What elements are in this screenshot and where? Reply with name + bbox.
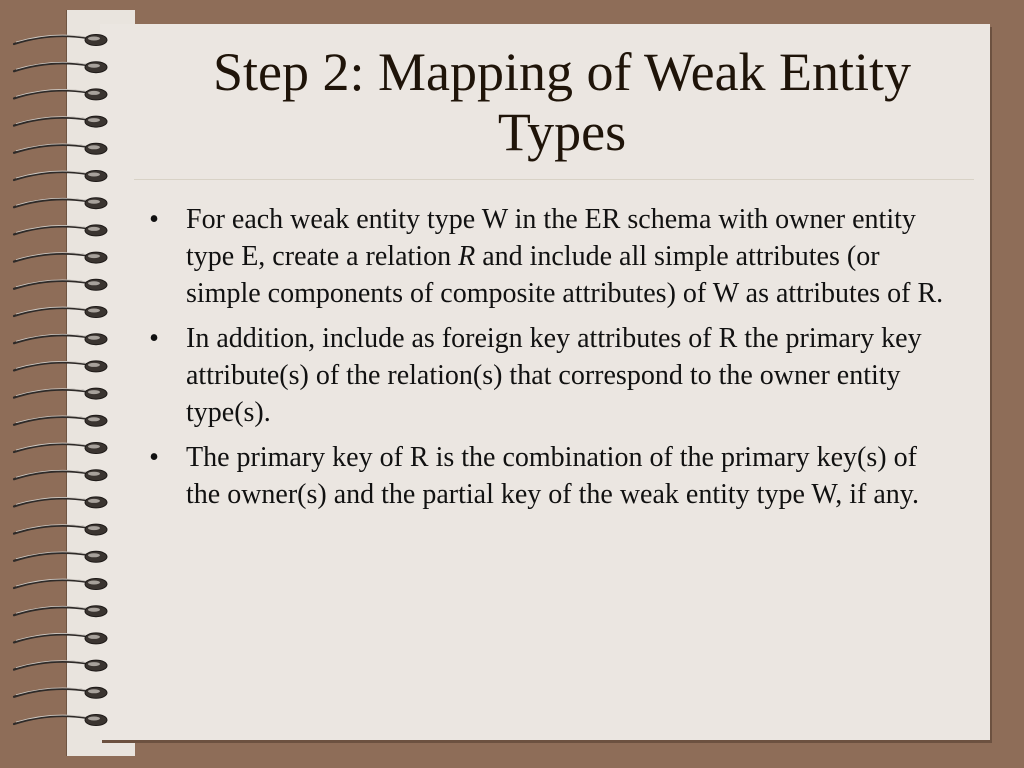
bullet-item-2: [144, 320, 954, 431]
spiral-ring-icon: [14, 415, 107, 426]
spiral-ring-icon: [14, 524, 107, 535]
bullet-2-text: In addition, include as foreign key attributes of R the primary key attribute(s) of the relation(s) that correspond to the owner entity type(s).: [186, 323, 922, 428]
bullet-item-3: [144, 439, 954, 513]
spiral-ring-icon: [14, 225, 107, 236]
title-line-2: Types: [497, 102, 627, 162]
spiral-ring-icon: [14, 279, 107, 290]
bullet-icon: •: [149, 442, 159, 473]
spiral-ring-icon: [14, 443, 107, 454]
spiral-ring-icon: [14, 470, 107, 481]
spiral-ring-icon: [14, 143, 107, 154]
bullet-3-text: The primary key of R is the combination of the primary key(s) of the owner(s) and the partial key of the weak entity type W, if any.: [186, 442, 919, 510]
spiral-ring-icon: [14, 551, 107, 562]
spiral-ring-icon: [14, 388, 107, 399]
bullet-list: [144, 201, 954, 521]
bullet-1-text-before: For each weak entity type W in the ER schema with owner entity type E, create a relation: [186, 204, 916, 272]
spiral-ring-icon: [14, 62, 107, 73]
spiral-ring-icon: [14, 307, 107, 318]
spiral-ring-icon: [14, 633, 107, 644]
spiral-ring-icon: [14, 35, 107, 46]
bullet-icon: •: [149, 323, 159, 354]
spiral-ring-icon: [14, 497, 107, 508]
bullet-1-text-after: and include all simple attributes (or simple components of composite attributes) of W as attributes of R.: [186, 241, 944, 309]
spiral-ring-icon: [14, 116, 107, 127]
spiral-ring-icon: [14, 660, 107, 671]
spiral-ring-icon: [14, 334, 107, 345]
bullet-icon: •: [149, 204, 159, 235]
bullet-1-italic-r: R: [458, 241, 476, 272]
bullet-item-1: [144, 201, 954, 312]
spiral-ring-icon: [14, 171, 107, 182]
spiral-ring-icon: [14, 198, 107, 209]
spiral-ring-icon: [14, 361, 107, 372]
title-line-1: Step 2: Mapping of Weak Entity: [212, 42, 912, 102]
spiral-ring-icon: [14, 687, 107, 698]
spiral-ring-icon: [14, 715, 107, 726]
title-divider: [134, 179, 974, 180]
spiral-binding: [10, 26, 120, 746]
slide-title: [134, 42, 990, 162]
spiral-ring-icon: [14, 579, 107, 590]
spiral-ring-icon: [14, 252, 107, 263]
spiral-binding-icon: [10, 26, 120, 746]
spiral-ring-icon: [14, 89, 107, 100]
spiral-ring-icon: [14, 606, 107, 617]
